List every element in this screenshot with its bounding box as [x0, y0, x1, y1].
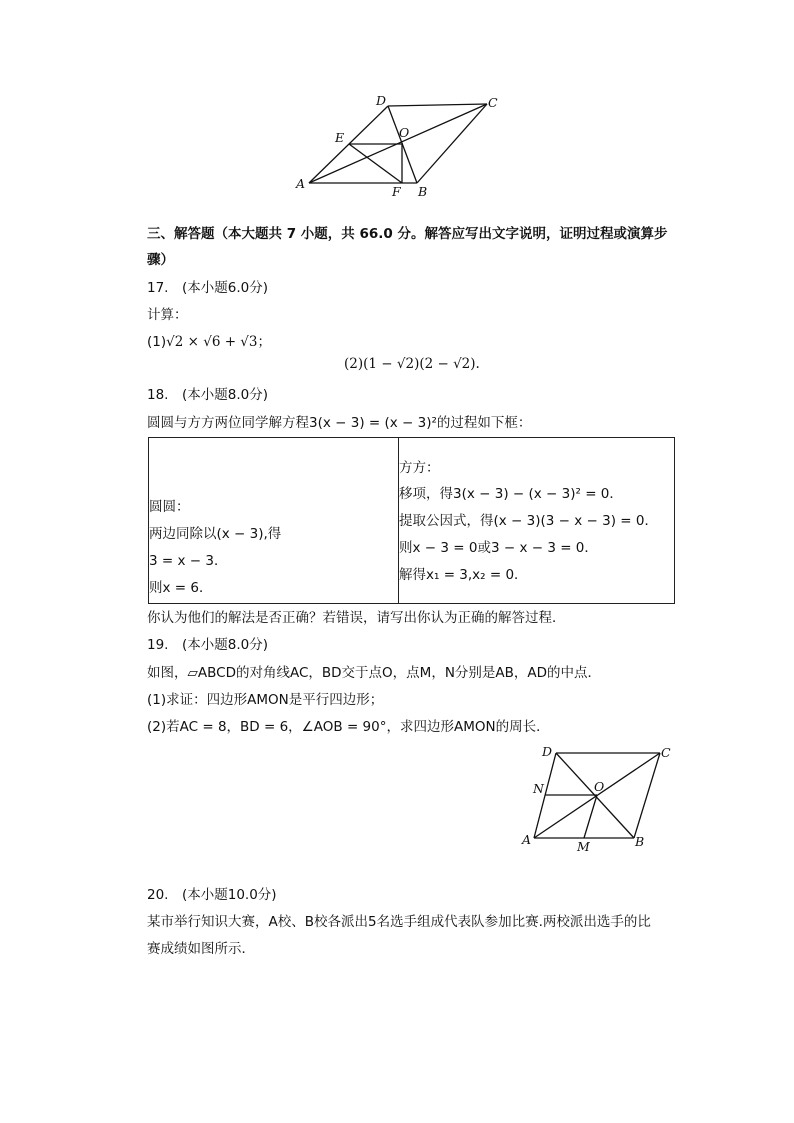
- fig2-label-D: D: [542, 744, 553, 759]
- right-line-3: 提取公因式，得(x − 3)(3 − x − 3) = 0．: [399, 513, 658, 529]
- q20-line-1: 某市举行知识大赛，A校、B校各派出5名选手组成代表队参加比赛.两校派出选手的比: [147, 914, 651, 930]
- label-B: B: [418, 184, 428, 199]
- label-C: C: [488, 95, 498, 110]
- solution-table: [148, 437, 675, 604]
- fig2-label-A: A: [522, 832, 532, 847]
- q19-line-2: (1)求证：四边形AMON是平行四边形；: [147, 692, 384, 708]
- q18-question: 你认为他们的解法是否正确？若错误，请写出你认为正确的解答过程．: [147, 610, 566, 626]
- figure-parallelogram-2: [515, 740, 680, 860]
- label-D: D: [376, 93, 387, 108]
- right-line-2: 移项，得3(x − 3) − (x − 3)² = 0．: [399, 486, 623, 502]
- q19-line-1: 如图，▱ABCD的对角线AC，BD交于点O，点M，N分别是AB，AD的中点．: [147, 665, 602, 681]
- label-E: E: [335, 130, 345, 145]
- fig2-label-O: O: [594, 779, 605, 794]
- fig2-label-C: C: [661, 745, 671, 760]
- right-line-5: 解得x₁ = 3,x₂ = 0．: [399, 567, 528, 583]
- q17-header: 17. (本小题6.0分): [147, 280, 268, 296]
- label-O: O: [399, 125, 410, 140]
- fig2-label-B: B: [635, 834, 645, 849]
- left-line-2: 两边同除以(x − 3),得: [149, 526, 282, 542]
- q20-header: 20. (本小题10.0分): [147, 887, 277, 903]
- q17-part1-prefix: (1): [147, 334, 167, 350]
- q19-header: 19. (本小题8.0分): [147, 637, 268, 653]
- q17-part1: [147, 330, 271, 350]
- right-line-1: 方方：: [399, 460, 440, 476]
- label-A: A: [296, 176, 306, 191]
- fig2-label-N: N: [533, 781, 544, 796]
- q18-header: 18. (本小题8.0分): [147, 387, 268, 403]
- q17-part2: (2)(1 − √2)(2 − √2).: [344, 356, 480, 372]
- q17-part1-math: √2 × √6 + √3；: [166, 334, 271, 350]
- fig2-label-M: M: [577, 839, 590, 854]
- left-line-1: 圆圆：: [149, 499, 190, 515]
- section-heading-cont: 骤）: [147, 252, 174, 268]
- left-line-4: 则x = 6．: [149, 580, 213, 596]
- right-line-4: 则x − 3 = 0或3 − x − 3 = 0．: [399, 540, 598, 556]
- label-F: F: [392, 184, 401, 199]
- figure-parallelogram-1: [290, 90, 510, 202]
- section-heading: 三、解答题（本大题共 7 小题，共 66.0 分。解答应写出文字说明，证明过程或演算步: [147, 226, 668, 242]
- q18-prompt: 圆圆与方方两位同学解方程3(x − 3) = (x − 3)²的过程如下框：: [147, 415, 532, 431]
- q17-prompt: 计算：: [147, 307, 188, 323]
- q20-line-2: 赛成绩如图所示．: [147, 941, 255, 957]
- q19-line-3: (2)若AC = 8，BD = 6，∠AOB = 90°，求四边形AMON的周长．: [147, 719, 550, 735]
- left-line-3: 3 = x − 3．: [149, 553, 228, 569]
